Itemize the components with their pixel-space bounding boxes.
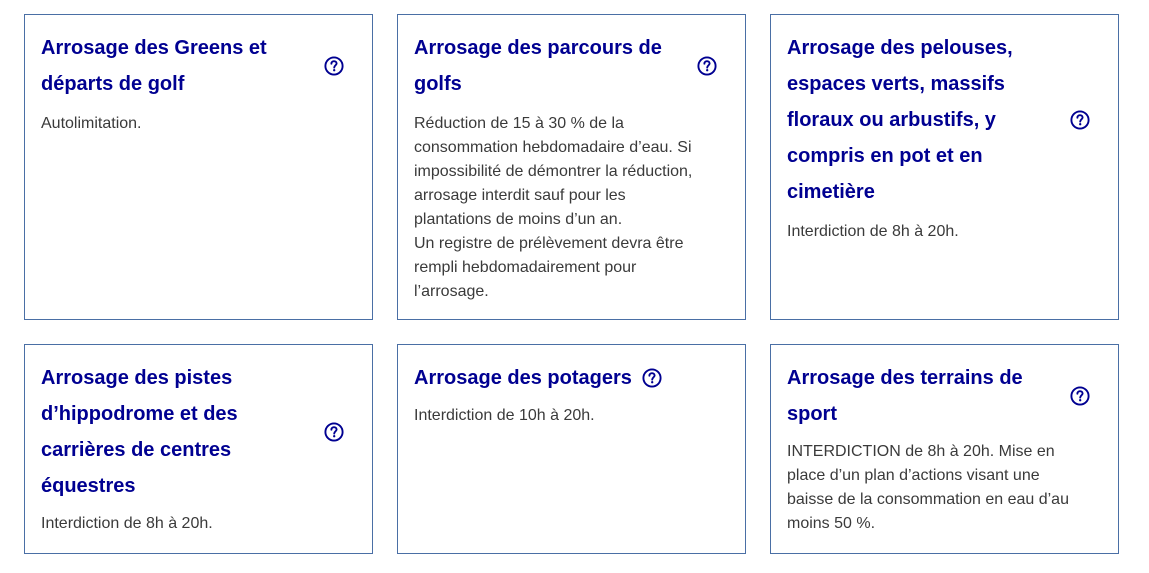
help-button[interactable] [1070,110,1090,130]
help-button[interactable] [1070,386,1090,406]
card-description: Autolimitation. [41,115,142,132]
card-header [41,30,358,102]
question-circle-icon [1070,386,1090,406]
card-title: Arrosage des parcours de golfs [414,37,662,95]
restriction-card-sports-fields [770,344,1119,554]
card-title: Arrosage des pistes d’hippodrome et des carrières de centres équestres [41,367,238,497]
card-title: Arrosage des potagers [414,367,632,389]
question-circle-icon [324,422,344,442]
restriction-card-greens [24,14,373,320]
help-button[interactable] [642,368,662,388]
help-button[interactable] [697,56,717,76]
card-description: Interdiction de 8h à 20h. [787,223,959,240]
restriction-card-golf-courses [397,14,746,320]
card-header [787,360,1104,432]
card-description: Interdiction de 8h à 20h. [41,515,213,532]
card-header [414,30,731,102]
card-title: Arrosage des terrains de sport [787,367,1023,425]
restriction-card-vegetable-gardens [397,344,746,554]
question-circle-icon [1070,110,1090,130]
help-button[interactable] [324,56,344,76]
question-circle-icon [697,56,717,76]
restriction-card-hippodrome [24,344,373,554]
card-header [787,30,1104,210]
card-description: INTERDICTION de 8h à 20h. Mise en place d’un plan d’actions visant une baisse de la consommation en eau d’au moins 50 %. [787,443,1069,532]
question-circle-icon [324,56,344,76]
card-header [41,360,358,504]
help-button[interactable] [324,422,344,442]
card-description: Réduction de 15 à 30 % de la consommation hebdomadaire d’eau. Si impossibilité de démontrer la réduction, arrosage interdit sauf pour les plantations de moins d’un an. Un registre de prélèvement devra être rempli hebdomadairement pour l’arrosage. [414,115,693,300]
card-description: Interdiction de 10h à 20h. [414,407,595,424]
restriction-card-lawns [770,14,1119,320]
card-header [414,360,662,396]
question-circle-icon [642,368,662,388]
card-title: Arrosage des pelouses, espaces verts, massifs floraux ou arbustifs, y compris en pot et en cimetière [787,37,1013,203]
card-title: Arrosage des Greens et départs de golf [41,37,267,95]
